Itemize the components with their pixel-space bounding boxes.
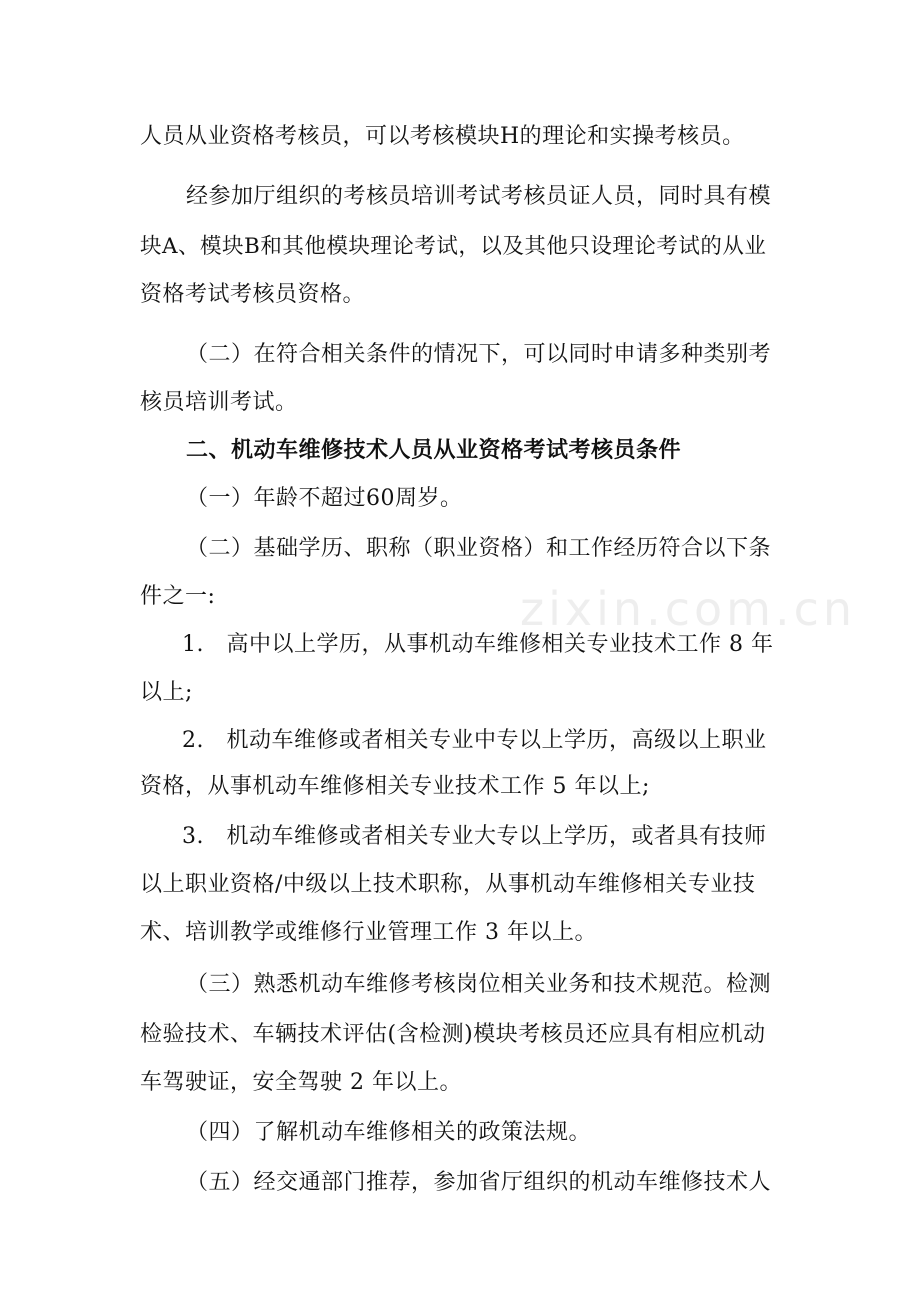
list-item-line: 1. 高中以上学历，从事机动车维修相关专业技术工作 8 年 [182,632,774,657]
paragraph-line: 件之一: [140,584,216,609]
list-item-line: 资格，从事机动车维修相关专业技术工作 5 年以上; [140,774,650,799]
list-item-line: 2. 机动车维修或者相关专业中专以上学历，高级以上职业 [182,728,767,753]
paragraph-line: （二）在符合相关条件的情况下，可以同时申请多种类别考 [186,342,772,367]
paragraph-line: 资格考试考核员资格。 [140,282,366,307]
paragraph-line: （五）经交通部门推荐，参加省厅组织的机动车维修技术人 [186,1170,772,1195]
list-item-line: 3. 机动车维修或者相关专业大专以上学历，或者具有技师 [182,824,767,849]
paragraph-line: （四）了解机动车维修相关的政策法规。 [186,1120,592,1145]
list-item-line: 以上职业资格/中级以上技术职称，从事机动车维修相关专业技 [140,872,756,897]
list-item-line: 以上; [140,680,193,705]
paragraph-line: （三）熟悉机动车维修考核岗位相关业务和技术规范。检测 [186,972,772,997]
section-heading: 二、机动车维修技术人员从业资格考试考核员条件 [186,438,682,463]
paragraph-line: 块A、模块B和其他模块理论考试，以及其他只设理论考试的从业 [140,234,767,259]
paragraph-line: 检验技术、车辆技术评估(含检测)模块考核员还应具有相应机动 [140,1022,766,1047]
paragraph-line: 车驾驶证，安全驾驶 2 年以上。 [140,1070,462,1095]
paragraph-line: 经参加厅组织的考核员培训考试考核员证人员，同时具有模 [186,184,772,209]
paragraph-line: （二）基础学历、职称（职业资格）和工作经历符合以下条 [186,536,772,561]
list-item-line: 术、培训教学或维修行业管理工作 3 年以上。 [140,920,597,945]
watermark: zixin.com.cn [520,582,857,636]
paragraph-line: （一）年龄不超过60周岁。 [186,486,463,511]
paragraph-line: 核员培训考试。 [140,390,298,415]
paragraph-line: 人员从业资格考核员，可以考核模块H的理论和实操考核员。 [140,124,745,149]
